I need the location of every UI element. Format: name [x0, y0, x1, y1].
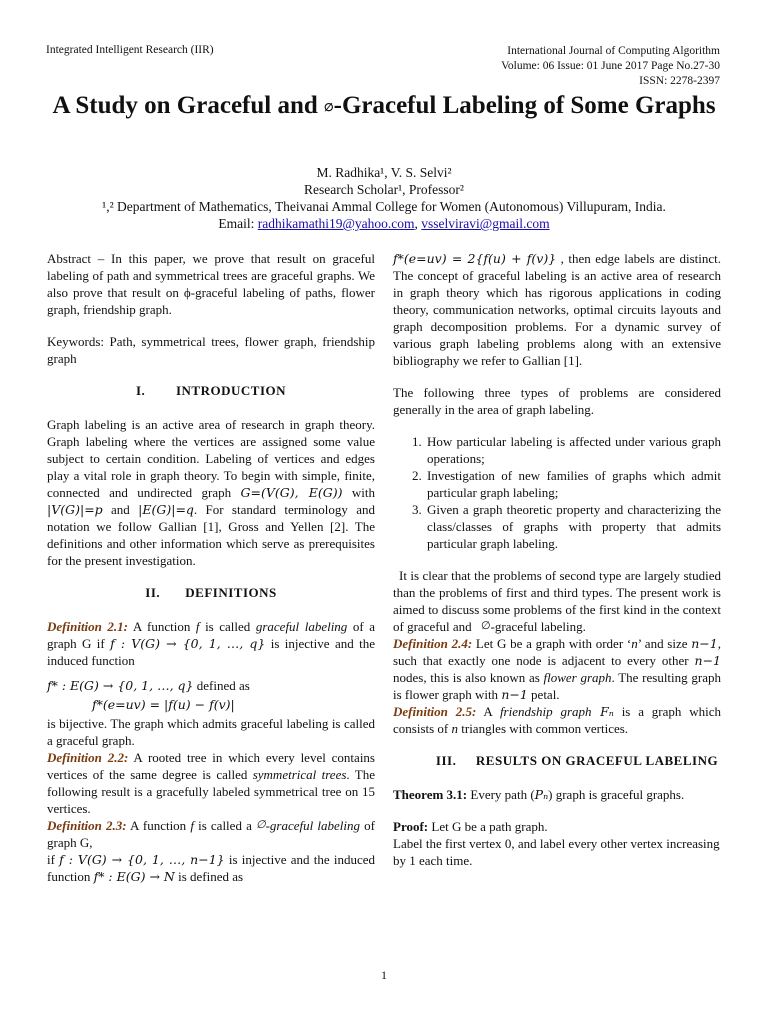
math-graph: G=(V(G), E(G)) [240, 485, 343, 500]
theorem-3-1 [393, 786, 721, 803]
text-run: is injective and the induced function [47, 852, 375, 884]
author-emails [0, 215, 768, 232]
math-function: f : V(G) → {0, 1, …, n−1} [59, 852, 225, 867]
definition-2-3-cont [47, 851, 375, 885]
author-affiliation: ¹,² Department of Mathematics, Theivanai Ammal College for Women (Autonomous) Villupuram, India. [102, 199, 666, 214]
email-link-2[interactable]: vsselviravi@gmail.com [421, 216, 550, 231]
definition-label: Definition 2.5: [393, 704, 477, 719]
title-text-2: -Graceful Labeling of Some Graphs [333, 92, 716, 119]
term-flower-graph: flower graph [543, 670, 612, 685]
math-induced-function: f* : E(G) → {0, 1, …, q} [47, 678, 194, 693]
definition-label: Definition 2.3: [47, 818, 127, 833]
text-run: petal. [527, 687, 560, 702]
math-induced-function: f* : E(G) → N [93, 869, 175, 884]
term-phi-graceful: -graceful labeling [265, 818, 360, 833]
journal-left-header: Integrated Intelligent Research (IIR) [46, 44, 214, 56]
section-number: II. [145, 585, 161, 600]
math-vertex-count: |V(G)|=p [47, 502, 103, 517]
definition-2-3-continuation [393, 250, 721, 369]
math-friendship: Fₙ [591, 704, 614, 719]
equation-line-2 [92, 696, 375, 713]
text-run: A function [126, 818, 191, 833]
definition-2-5 [393, 703, 721, 737]
text-run: . The following result is a gracefully labeled symmetrical tree on 15 vertices. [47, 767, 376, 816]
text-run: and [102, 502, 139, 517]
journal-volume: Volume: 06 Issue: 01 June 2017 Page No.27-30 [501, 60, 720, 72]
definition-2-2 [47, 749, 375, 817]
math-path: Pₙ [534, 787, 549, 802]
problems-intro: The following three types of problems are considered generally in the area of graph labeling. [393, 385, 721, 417]
problems-discussion [393, 567, 721, 635]
left-column [47, 250, 375, 885]
text-run: with [342, 485, 375, 500]
text-run: Graph labeling is an active area of research in graph theory. Graph labeling where the vertices are assigned some value subject to certain condition. Labeling of vertices and edges play a vital role in graph theory. To begin with simple, finite, connected and undirected graph [47, 417, 375, 500]
text-run: , then edge labels are distinct. The concept of graceful labeling is an active area of research in graph theory which has rigorous applications in coding theory, communication networks, optimal circuits layouts and graph decomposition problems. For a dynamic survey of various graph labeling problems along with an extensive bibliography we refer to Gallian [1]. [393, 251, 721, 368]
text-run: is called a [193, 818, 256, 833]
math-f: f [190, 818, 194, 833]
math-n: n [451, 721, 458, 736]
math-edge-label: f*(e=uv) = 2{f(u) + f(v)} [393, 251, 557, 266]
section-title: RESULTS ON GRACEFUL LABELING [475, 753, 719, 768]
section-number: I. [135, 383, 146, 398]
author-block [0, 164, 768, 232]
author-names: M. Radhika¹, V. S. Selvi² [316, 165, 452, 180]
text-run: of graph G, [47, 818, 375, 850]
text-run: A function [128, 619, 196, 634]
problem-list [393, 433, 721, 552]
theorem-label: Theorem 3.1: [393, 787, 468, 802]
text-run: is injective and the induced function [47, 636, 375, 668]
text-run: Let G be a graph with order ‘ [472, 636, 632, 651]
proof [393, 818, 721, 835]
definition-2-3 [47, 817, 375, 851]
text-run: . For standard terminology and notation we follow Gallian [1], Gross and Yellen [2]. The definitions and other information which serve as prerequisites for the present investigation. [47, 502, 375, 568]
math-edge-count: |E(G)|=q [138, 502, 194, 517]
math-f: f [195, 619, 200, 634]
list-item: 1. How particular labeling is affected under various graph operations; [425, 433, 721, 467]
list-item: 3. Given a graph theoretic property and characterizing the class/classes of graphs with property that admits particular graph labeling. [425, 501, 721, 552]
journal-right-header [501, 44, 720, 89]
text-run: It is clear that the problems of second type are largely studied than the problems of first and third types. The present work is aimed to discuss some problems of the first kind in the context of graceful and [393, 568, 721, 634]
section-heading-definitions [47, 584, 375, 601]
empty-set-icon: ∅ [256, 819, 266, 831]
text-run: . The resulting graph is flower graph with [393, 670, 721, 702]
text-run: , such that exactly one node is adjacent to every other [393, 636, 721, 668]
text-run: triangles with common vertices. [458, 721, 629, 736]
section-heading-results [393, 752, 721, 769]
empty-set-icon: ∅ [480, 620, 491, 632]
text-run: ’ and size [637, 636, 692, 651]
math-size: n−1 [691, 636, 718, 651]
text-run: Every path ( [467, 787, 535, 802]
introduction-paragraph [47, 416, 375, 569]
term-symmetrical-trees: symmetrical trees [252, 767, 347, 782]
proof-label: Proof: [393, 819, 429, 834]
email-link-1[interactable]: radhikamathi19@yahoo.com [257, 216, 415, 231]
journal-issn: ISSN: 2278-2397 [639, 75, 720, 87]
definition-2-4 [393, 635, 721, 703]
term-friendship-graph: friendship graph [499, 704, 592, 719]
math-petals: n−1 [501, 687, 528, 702]
text-run: is defined as [174, 869, 244, 884]
list-item: 2. Investigation of new families of graphs which admit particular graph labeling; [425, 467, 721, 501]
equation-line-1 [47, 677, 375, 694]
author-roles: Research Scholar¹, Professor² [304, 182, 464, 197]
math-function: f : V(G) → {0, 1, …, q} [110, 636, 266, 651]
section-number: III. [435, 753, 457, 768]
paper-title [30, 90, 738, 124]
email-separator: , [414, 216, 422, 231]
text-run: is called [199, 619, 256, 634]
text-run: of a graph G if [47, 619, 375, 651]
text-run: is a graph which consists of [393, 704, 721, 736]
text-run: Let G be a path graph. [428, 819, 548, 834]
text-run: if [47, 852, 60, 867]
math-nodes: n−1 [694, 653, 721, 668]
section-title: DEFINITIONS [185, 585, 277, 600]
text-run: A [476, 704, 500, 719]
email-label: Email: [218, 216, 258, 231]
definition-label: Definition 2.4: [393, 636, 473, 651]
text-run: A rooted tree in which every level contains vertices of the same degree is called [47, 750, 375, 782]
math-edge-label: f*(e=uv) = |f(u) − f(v)| [92, 697, 235, 712]
section-title: INTRODUCTION [175, 383, 286, 398]
abstract: Abstract – In this paper, we prove that result on graceful labeling of path and symmetrical trees are graceful graphs. We also prove that result on ϕ-graceful labeling of paths, flower graph, friendship graph. [47, 251, 375, 317]
proof-step: Label the first vertex 0, and label every other vertex increasing by 1 each time. [393, 836, 720, 868]
definition-label: Definition 2.2: [47, 750, 129, 765]
section-heading-introduction [47, 382, 375, 399]
definition-label: Definition 2.1: [47, 619, 129, 634]
page-number: 1 [381, 968, 387, 982]
text-run: -graceful labeling. [490, 619, 586, 634]
journal-name: International Journal of Computing Algorithm [507, 45, 720, 57]
term-graceful-labeling: graceful labeling [255, 619, 348, 634]
definition-2-1 [47, 618, 375, 669]
text-run: defined as [193, 678, 250, 693]
empty-set-icon: ∅ [324, 102, 334, 114]
keywords: Keywords: Path, symmetrical trees, flower graph, friendship graph [47, 334, 375, 366]
title-text-1: A Study on Graceful and [52, 92, 325, 119]
math-n: n [631, 636, 638, 651]
right-column [393, 250, 721, 869]
definition-2-1-tail: is bijective. The graph which admits graceful labeling is called a graceful graph. [47, 716, 375, 748]
text-run: nodes, this is also known as [393, 670, 544, 685]
text-run: ) graph is graceful graphs. [548, 787, 685, 802]
